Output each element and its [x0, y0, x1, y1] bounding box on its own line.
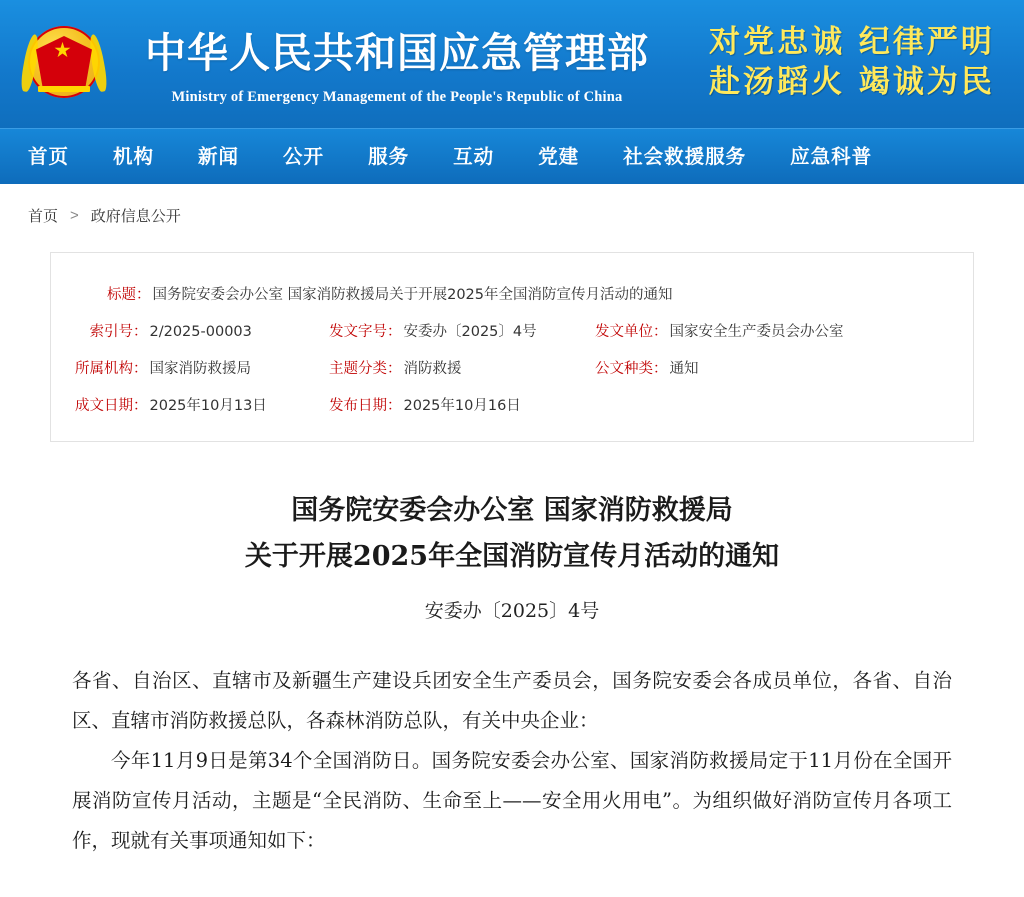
- nav-item-organization[interactable]: 机构: [113, 144, 155, 168]
- national-emblem-icon: [24, 22, 104, 106]
- meta-value-subject-category: 消防救援: [403, 361, 462, 377]
- meta-value-title: 国务院安委会办公室 国家消防救援局关于开展2025年全国消防宣传月活动的通知: [152, 287, 673, 303]
- meta-row-title: [51, 275, 973, 312]
- nav-item-disclosure[interactable]: 公开: [283, 144, 325, 168]
- meta-label-index-number: 索引号: [89, 324, 133, 340]
- nav-item-emergency-science[interactable]: 应急科普: [790, 144, 873, 168]
- meta-cell-subject-category: [327, 357, 593, 378]
- meta-colon: ：: [133, 324, 148, 340]
- meta-cell-index-number: [51, 320, 327, 341]
- article-paragraph-1: 各省、自治区、直辖市及新疆生产建设兵团安全生产委员会，国务院安委会各成员单位，各省、自治区、直辖市消防救援总队，各森林消防总队，有关中央企业：: [72, 669, 952, 732]
- article: [72, 488, 952, 861]
- meta-colon: ：: [653, 324, 668, 340]
- meta-cell-title: [107, 283, 967, 304]
- site-title-cn: 中华人民共和国应急管理部: [145, 29, 649, 77]
- meta-label-issuing-unit: 发文单位: [595, 324, 653, 340]
- emblem-star-icon: ★: [54, 41, 71, 60]
- meta-value-drafting-date: 2025年10月13日: [149, 398, 267, 414]
- meta-colon: ：: [653, 361, 668, 377]
- nav-item-interaction[interactable]: 互动: [453, 144, 495, 168]
- meta-label-title: 标题: [107, 287, 136, 303]
- meta-cell-document-type: [593, 357, 953, 378]
- meta-value-document-number: 安委办〔2025〕4号: [403, 324, 537, 340]
- meta-colon: ：: [133, 361, 148, 377]
- header-slogan: [702, 22, 1002, 102]
- page-title-line-2: 关于开展2025年全国消防宣传月活动的通知: [244, 541, 780, 572]
- meta-label-affiliated-agency: 所属机构: [75, 361, 133, 377]
- breadcrumb-home[interactable]: 首页: [28, 207, 59, 225]
- page-title: [72, 488, 952, 580]
- breadcrumb-separator: >: [70, 206, 79, 224]
- header-inner: [0, 0, 1024, 128]
- meta-colon: ：: [387, 398, 402, 414]
- meta-value-index-number: 2/2025-00003: [149, 324, 252, 340]
- meta-label-publish-date: 发布日期: [329, 398, 387, 414]
- meta-cell-issuing-unit: [593, 320, 953, 341]
- nav-item-news[interactable]: 新闻: [198, 144, 240, 168]
- meta-value-publish-date: 2025年10月16日: [403, 398, 521, 414]
- meta-cell-publish-date: [327, 394, 593, 415]
- article-body: [72, 661, 952, 861]
- meta-label-subject-category: 主题分类: [329, 361, 387, 377]
- meta-label-drafting-date: 成文日期: [75, 398, 133, 414]
- page-title-line-1: 国务院安委会办公室 国家消防救援局: [291, 495, 733, 526]
- meta-value-issuing-unit: 国家安全生产委员会办公室: [669, 324, 844, 340]
- nav-item-services[interactable]: 服务: [368, 144, 410, 168]
- meta-colon: ：: [387, 324, 402, 340]
- nav-item-social-rescue-services[interactable]: 社会救援服务: [623, 144, 747, 168]
- meta-row-1: [51, 312, 973, 349]
- breadcrumb-current[interactable]: 政府信息公开: [90, 207, 181, 225]
- meta-cell-empty: [593, 394, 953, 415]
- meta-colon: ：: [136, 287, 151, 303]
- slogan-line-1: 对党忠诚 纪律严明: [709, 24, 995, 60]
- site-title-block: [112, 20, 682, 106]
- meta-row-3: [51, 386, 973, 423]
- site-title-en: Ministry of Emergency Management of the People's Republic of China: [171, 89, 623, 105]
- meta-colon: ：: [387, 361, 402, 377]
- slogan-line-2: 赴汤蹈火 竭诚为民: [709, 64, 995, 100]
- meta-row-2: [51, 349, 973, 386]
- article-paragraph-2: 今年11月9日是第34个全国消防日。国务院安委会办公室、国家消防救援局定于11月份在全国开展消防宣传月活动，主题是“全民消防、生命至上——安全用火用电”。为组织做好消防宣传月各项工作，现就有关事项通知如下：: [72, 749, 952, 852]
- meta-cell-drafting-date: [51, 394, 327, 415]
- meta-value-affiliated-agency: 国家消防救援局: [149, 361, 251, 377]
- meta-cell-affiliated-agency: [51, 357, 327, 378]
- emblem-base: [38, 86, 90, 92]
- breadcrumb: [0, 184, 1024, 246]
- document-number: 安委办〔2025〕4号: [424, 600, 600, 622]
- main-nav: [0, 128, 1024, 184]
- document-meta-card: [50, 252, 974, 442]
- meta-label-document-type: 公文种类: [595, 361, 653, 377]
- meta-cell-document-number: [327, 320, 593, 341]
- nav-item-party-building[interactable]: 党建: [538, 144, 580, 168]
- nav-item-home[interactable]: 首页: [28, 144, 70, 168]
- meta-colon: ：: [133, 398, 148, 414]
- meta-label-document-number: 发文字号: [329, 324, 387, 340]
- site-header: [0, 0, 1024, 128]
- meta-value-document-type: 通知: [669, 361, 699, 377]
